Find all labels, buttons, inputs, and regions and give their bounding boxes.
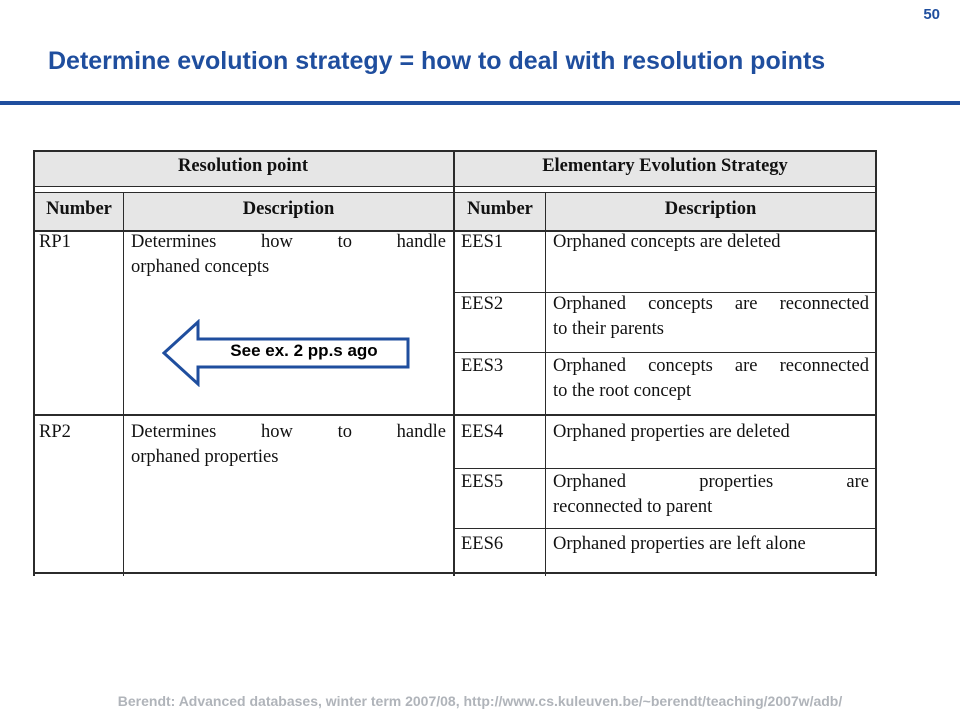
table-border-right xyxy=(875,150,877,576)
row-rule xyxy=(454,468,877,469)
ees-description-line: Orphaned concepts are reconnected xyxy=(553,356,869,376)
ees-description-line: Orphaned concepts are deleted xyxy=(553,232,781,252)
callout-arrow xyxy=(162,319,412,387)
ees-description-line: Orphaned properties are left alone xyxy=(553,534,806,554)
page-number: 50 xyxy=(923,6,940,23)
ees-number: EES6 xyxy=(461,534,504,554)
title-divider xyxy=(0,101,960,105)
ees-number: EES2 xyxy=(461,294,504,314)
ees-description-line: reconnected to parent xyxy=(553,497,713,517)
rp-description-line: Determines how to handle xyxy=(131,422,446,442)
table-border-bottom xyxy=(33,572,877,574)
ees-description-line: to their parents xyxy=(553,319,664,339)
ees-number: EES4 xyxy=(461,422,504,442)
header-rp-number: Number xyxy=(46,199,112,219)
ees-number: EES1 xyxy=(461,232,504,252)
row-rule xyxy=(454,352,877,353)
header-elementary-evolution-strategy: Elementary Evolution Strategy xyxy=(542,156,788,176)
column-rule xyxy=(545,193,546,576)
evolution-strategy-table xyxy=(33,150,877,576)
rp-description-line: orphaned concepts xyxy=(131,257,270,277)
header-rp-description: Description xyxy=(242,199,335,219)
group-rule xyxy=(33,414,877,416)
row-rule xyxy=(454,528,877,529)
rp-description-line: orphaned properties xyxy=(131,447,279,467)
ees-number: EES3 xyxy=(461,356,504,376)
header-ees-description: Description xyxy=(664,199,757,219)
callout-text: See ex. 2 pp.s ago xyxy=(230,341,378,360)
slide-footer: Berendt: Advanced databases, winter term 2007/08, http://www.cs.kuleuven.be/~berendt/teaching/2007w/adb/ xyxy=(117,693,843,709)
column-rule xyxy=(123,193,124,576)
rp-number: RP1 xyxy=(39,232,71,252)
header-rule xyxy=(33,192,877,193)
header-rule xyxy=(33,186,877,187)
rp-number: RP2 xyxy=(39,422,71,442)
rp-description-line: Determines how to handle xyxy=(131,232,446,252)
ees-description-line: Orphaned properties are xyxy=(553,472,869,492)
header-ees-number: Number xyxy=(467,199,533,219)
ees-description-line: Orphaned concepts are reconnected xyxy=(553,294,869,314)
table-border-top xyxy=(33,150,877,152)
ees-number: EES5 xyxy=(461,472,504,492)
ees-description-line: Orphaned properties are deleted xyxy=(553,422,790,442)
slide-title: Determine evolution strategy = how to deal with resolution points xyxy=(48,47,826,75)
header-resolution-point: Resolution point xyxy=(177,156,309,176)
ees-description-line: to the root concept xyxy=(553,381,692,401)
